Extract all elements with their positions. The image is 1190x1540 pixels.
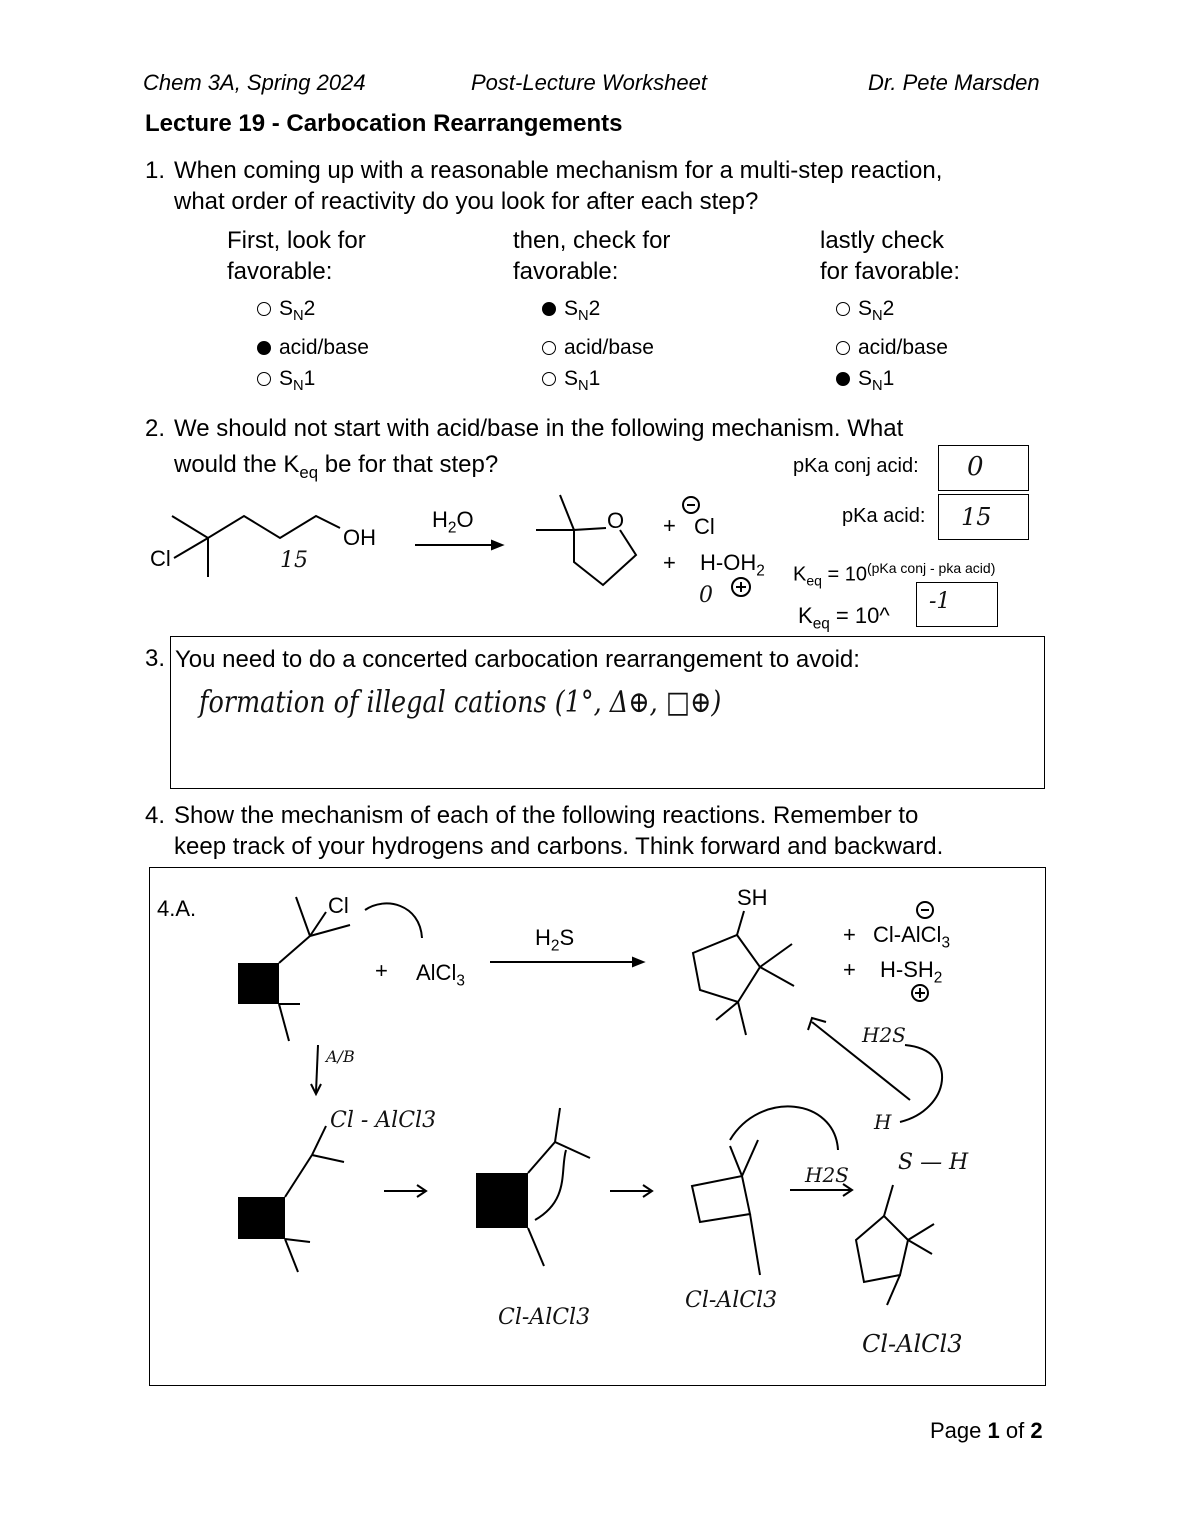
radio-sn1[interactable]: $S_N1$ <box>257 363 369 402</box>
q2-pka-15-note: 15 <box>280 548 308 573</box>
q4a-h-note: H <box>874 1110 892 1134</box>
q4a-bottom-note-3: Cl-AlCl3 <box>862 1330 963 1358</box>
q4-line2: keep track of your hydrogens and carbons. Think forward and backward. <box>174 833 944 860</box>
radio-sn2[interactable]: $S_N2$ <box>836 293 948 332</box>
pka-conj-answer: 0 <box>967 452 984 482</box>
q4a-plus: + <box>375 958 388 983</box>
q2-reactant-skeleton <box>172 516 340 577</box>
q2-h-oh2: $H-OH_2$ <box>700 550 765 580</box>
keq-formula: $K_{eq} = 10^{(pKa conj - pka acid)}$ <box>793 560 996 589</box>
q1-line2: what order of reactivity do you look for after each step? <box>174 188 759 215</box>
header-course: Chem 3A, Spring 2024 <box>143 70 366 95</box>
q4a-label: 4.A. <box>157 896 197 921</box>
q1-line1: When coming up with a reasonable mechanism for a multi-step reaction, <box>174 157 943 184</box>
q4a-bottom-note-2: Cl-AlCl3 <box>685 1288 778 1313</box>
q2-line2: would the $K_{eq}$ be for that step? <box>174 451 499 482</box>
q2-line1: We should not start with acid/base in the following mechanism. What <box>174 415 904 442</box>
q4a-h2s-note-2: H2S <box>805 1163 849 1187</box>
q1-col2-heading: then, check for favorable: <box>513 227 671 285</box>
q4a-cl-label: Cl <box>328 893 349 918</box>
header-worksheet: Post-Lecture Worksheet <box>471 70 707 95</box>
q4a-reaction-arrow <box>490 958 643 966</box>
q2-reaction-arrow <box>415 541 502 549</box>
q4a-product-1: Cl-AlCl$_3$ <box>873 922 951 952</box>
q4a-reactant-skeleton <box>238 897 350 1041</box>
q4a-plus-1: + <box>843 922 856 947</box>
q4a-reagent: $H_2S$ <box>535 925 575 955</box>
q4a-alcl3: AlCl$_3$ <box>416 960 465 990</box>
radio-sn1[interactable]: $S_N1$ <box>836 363 948 402</box>
q2-reagent: $H_2O$ <box>432 507 474 537</box>
q4a-sh-label: SH <box>737 885 768 910</box>
q2-plus-2: + <box>663 550 676 575</box>
page-number: Page 1 of 2 <box>930 1418 1043 1443</box>
q2-thf-product <box>536 495 636 585</box>
q4a-bottom-note-1: Cl-AlCl3 <box>498 1305 591 1330</box>
pka-conj-label: pKa conj acid: <box>793 455 919 477</box>
radio-sn2[interactable]: $S_N2$ <box>542 293 654 332</box>
q1-col3-heading: lastly check for favorable: <box>820 227 961 285</box>
q2-cl-product: Cl <box>694 514 715 539</box>
q2-oh-label: OH <box>343 525 376 550</box>
page-title: Lecture 19 - Carbocation Rearrangements <box>145 110 623 137</box>
q4a-plus-2: + <box>843 957 856 982</box>
keq-answer-label: $K_{eq}$ = 10^ <box>798 603 890 633</box>
radio-acid-base[interactable]: acid/base <box>836 332 948 363</box>
q4a-cl-alcl3-note: Cl - AlCl3 <box>330 1108 437 1133</box>
keq-answer: -1 <box>929 589 951 614</box>
q2-pka-0-note: 0 <box>699 583 713 608</box>
q4a-curved-arrow-1 <box>365 903 422 938</box>
pka-acid-label: pKa acid: <box>842 505 926 527</box>
q2-o-label: O <box>607 508 625 533</box>
radio-acid-base[interactable]: acid/base <box>542 332 654 363</box>
q2-cl-label: Cl <box>150 546 171 571</box>
q4a-product-skeleton <box>693 911 794 1035</box>
q3-answer: formation of illegal cations (1°, Δ⊕, □⊕) <box>199 685 722 720</box>
q4-number: 4. <box>145 802 166 829</box>
q4a-product-2: $H-SH_2$ <box>880 957 943 987</box>
q4a-s-h-note: S — H <box>898 1150 969 1175</box>
q3-text: You need to do a concerted carbocation rearrangement to avoid: <box>175 646 860 673</box>
q4a-h2s-note-1: H2S <box>862 1023 906 1047</box>
radio-sn2[interactable]: $S_N2$ <box>257 293 369 332</box>
q3-number: 3. <box>145 645 166 672</box>
radio-sn1[interactable]: $S_N1$ <box>542 363 654 402</box>
q4a-mechanism-sketch <box>238 1018 942 1305</box>
q1-col1-heading: First, look for favorable: <box>227 227 366 285</box>
q2-number: 2. <box>145 415 166 442</box>
pka-acid-answer: 15 <box>961 503 992 531</box>
radio-acid-base[interactable]: acid/base <box>257 332 369 363</box>
q2-plus-1: + <box>663 513 676 538</box>
q4a-acid-base-note: A/B <box>326 1047 355 1066</box>
q4-line1: Show the mechanism of each of the following reactions. Remember to <box>174 802 919 829</box>
header-instructor: Dr. Pete Marsden <box>868 70 1040 95</box>
q1-number: 1. <box>145 157 166 184</box>
